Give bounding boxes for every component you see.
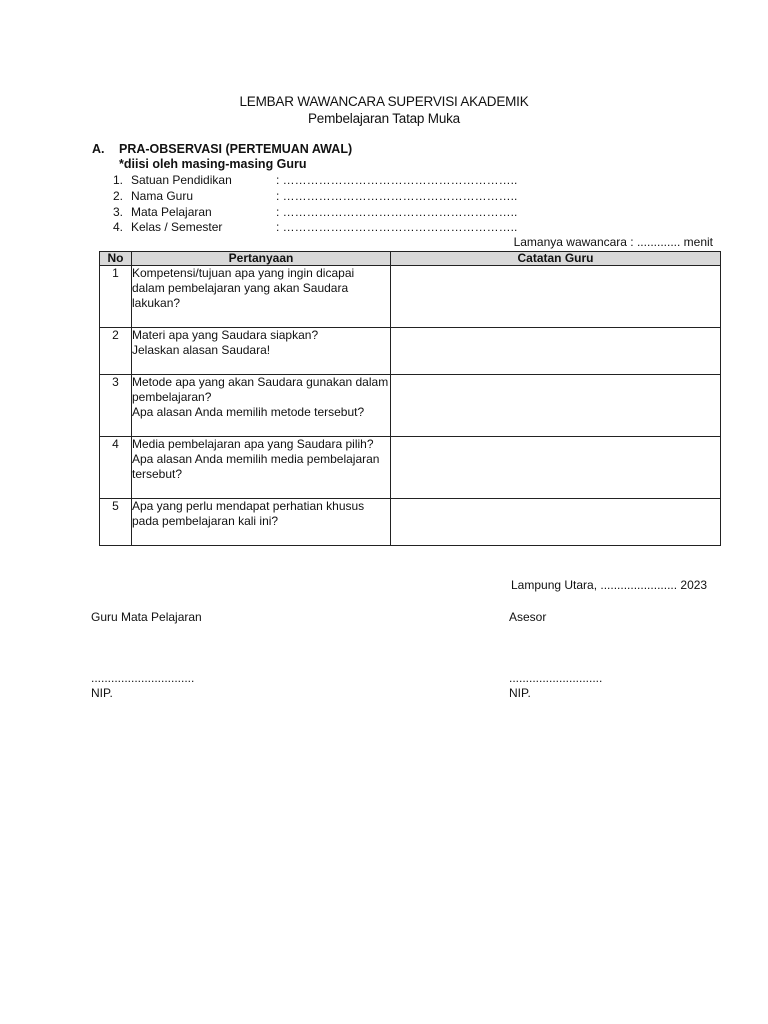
info-number: 4. — [112, 220, 123, 234]
info-row — [101, 189, 193, 203]
info-value-satuan[interactable]: : ………………………………………………….. — [276, 173, 518, 187]
info-row — [101, 220, 222, 234]
column-header-no: No — [100, 252, 132, 266]
teacher-nip-label: NIP. — [91, 686, 113, 700]
info-label: Mata Pelajaran — [131, 205, 212, 219]
table-header-row — [100, 252, 721, 266]
table-row — [100, 328, 721, 375]
row-number: 1 — [100, 266, 132, 328]
teacher-role-label: Guru Mata Pelajaran — [91, 610, 202, 624]
info-row — [101, 205, 212, 219]
section-marker: A. — [92, 142, 105, 156]
row-number: 5 — [100, 499, 132, 546]
info-row — [101, 173, 232, 187]
table-row — [100, 437, 721, 499]
row-question: Apa yang perlu mendapat perhatian khusus pada pembelajaran kali ini? — [132, 499, 391, 546]
info-label: Nama Guru — [131, 189, 194, 203]
info-number: 1. — [112, 173, 123, 187]
question-table — [99, 251, 721, 546]
row-question: Metode apa yang akan Saudara gunakan dalam pembelajaran? Apa alasan Anda memilih metode tersebut? — [132, 375, 391, 437]
info-value-nama-guru[interactable]: : ………………………………………………….. — [276, 189, 518, 203]
row-question: Media pembelajaran apa yang Saudara pilih? Apa alasan Anda memilih media pembelajaran tersebut? — [132, 437, 391, 499]
interview-duration[interactable]: Lamanya wawancara : ............. menit — [513, 235, 713, 249]
row-number: 3 — [100, 375, 132, 437]
row-notes-cell[interactable] — [391, 328, 721, 375]
info-value-mata-pelajaran[interactable]: : ………………………………………………….. — [276, 205, 518, 219]
place-date[interactable]: Lampung Utara, ....................... 2023 — [511, 578, 708, 592]
row-number: 4 — [100, 437, 132, 499]
column-header-notes: Catatan Guru — [391, 252, 721, 266]
teacher-signature-line[interactable]: ............................... — [91, 671, 195, 685]
section-note: *diisi oleh masing-masing Guru — [119, 157, 307, 171]
table-row — [100, 266, 721, 328]
info-label: Kelas / Semester — [131, 220, 223, 234]
row-number: 2 — [100, 328, 132, 375]
info-label: Satuan Pendidikan — [131, 173, 232, 187]
document-subtitle: Pembelajaran Tatap Muka — [308, 111, 460, 126]
row-notes-cell[interactable] — [391, 266, 721, 328]
info-number: 3. — [112, 205, 123, 219]
section-title: PRA-OBSERVASI (PERTEMUAN AWAL) — [119, 142, 353, 156]
row-notes-cell[interactable] — [391, 437, 721, 499]
assessor-nip-label: NIP. — [509, 686, 531, 700]
document-title: LEMBAR WAWANCARA SUPERVISI AKADEMIK — [239, 94, 529, 109]
row-notes-cell[interactable] — [391, 375, 721, 437]
row-question: Materi apa yang Saudara siapkan? Jelaskan alasan Saudara! — [132, 328, 391, 375]
assessor-signature-line[interactable]: ............................ — [509, 671, 603, 685]
info-number: 2. — [112, 189, 123, 203]
column-header-question: Pertanyaan — [132, 252, 391, 266]
table-row — [100, 375, 721, 437]
assessor-role-label: Asesor — [509, 610, 547, 624]
row-question: Kompetensi/tujuan apa yang ingin dicapai dalam pembelajaran yang akan Saudara lakukan? — [132, 266, 391, 328]
row-notes-cell[interactable] — [391, 499, 721, 546]
table-row — [100, 499, 721, 546]
info-value-kelas[interactable]: : ………………………………………………….. — [276, 220, 518, 234]
